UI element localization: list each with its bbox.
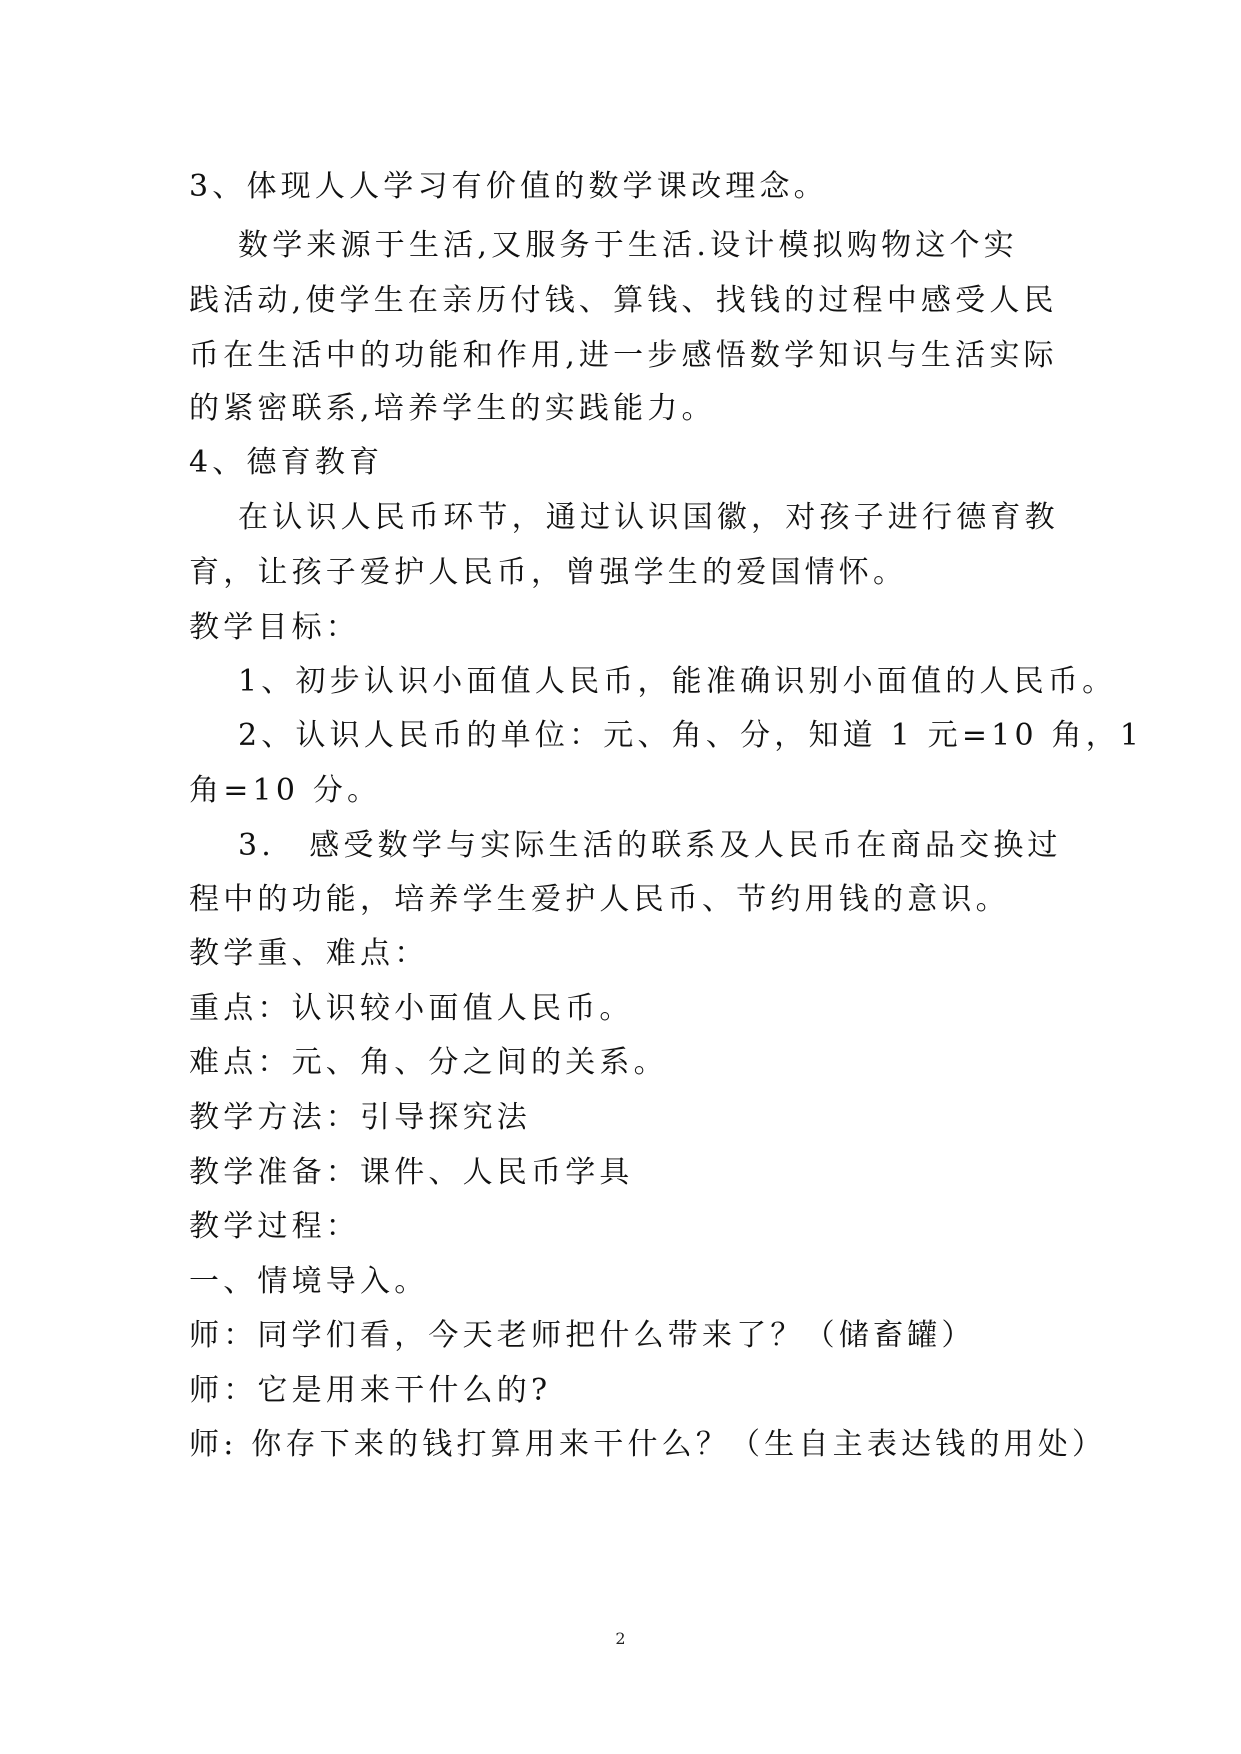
heading-3-concept: 3、体现人人学习有价值的数学课改理念。 — [189, 169, 828, 204]
heading-teaching-process: 教学过程： — [189, 1209, 360, 1244]
section-situation-intro: 一、情境导入。 — [189, 1264, 429, 1299]
paragraph-line: 币在生活中的功能和作用,进一步感悟数学知识与生活实际 — [189, 338, 1058, 373]
paragraph-line: 践活动,使学生在亲历付钱、算钱、找钱的过程中感受人民 — [189, 283, 1058, 318]
goal-item-3: 3. 感受数学与实际生活的联系及人民币在商品交换过 — [238, 828, 1062, 863]
page-number: 2 — [615, 1629, 626, 1648]
teaching-preparation: 教学准备：课件、人民币学具 — [189, 1155, 634, 1190]
heading-4-moral-education: 4、德育教育 — [189, 445, 384, 480]
goal-item-2-continued: 角=10 分。 — [189, 773, 382, 808]
teaching-method: 教学方法：引导探究法 — [189, 1100, 531, 1135]
heading-key-difficult-points: 教学重、难点： — [189, 936, 429, 971]
paragraph-line: 数学来源于生活,又服务于生活.设计模拟购物这个实 — [238, 228, 1018, 263]
dialogue-line: 师：同学们看，今天老师把什么带来了？（储畜罐） — [189, 1318, 976, 1353]
dialogue-line: 师: 你存下来的钱打算用来干什么？（生自主表达钱的用处） — [189, 1427, 1107, 1462]
dialogue-line: 师：它是用来干什么的? — [189, 1373, 552, 1408]
difficult-point: 难点：元、角、分之间的关系。 — [189, 1045, 668, 1080]
paragraph-line: 育，让孩子爱护人民币，曾强学生的爱国情怀。 — [189, 555, 908, 590]
goal-item-1: 1、初步认识小面值人民币，能准确识别小面值的人民币。 — [238, 664, 1117, 699]
key-point: 重点：认识较小面值人民币。 — [189, 991, 634, 1026]
paragraph-line: 的紧密联系,培养学生的实践能力。 — [189, 391, 716, 426]
heading-teaching-goals: 教学目标： — [189, 610, 360, 645]
paragraph-line: 在认识人民币环节，通过认识国徽，对孩子进行德育教 — [238, 500, 1059, 535]
goal-item-2: 2、认识人民币的单位：元、角、分，知道 1 元=10 角，1 — [238, 718, 1144, 753]
goal-item-3-continued: 程中的功能，培养学生爱护人民币、节约用钱的意识。 — [189, 882, 1010, 917]
